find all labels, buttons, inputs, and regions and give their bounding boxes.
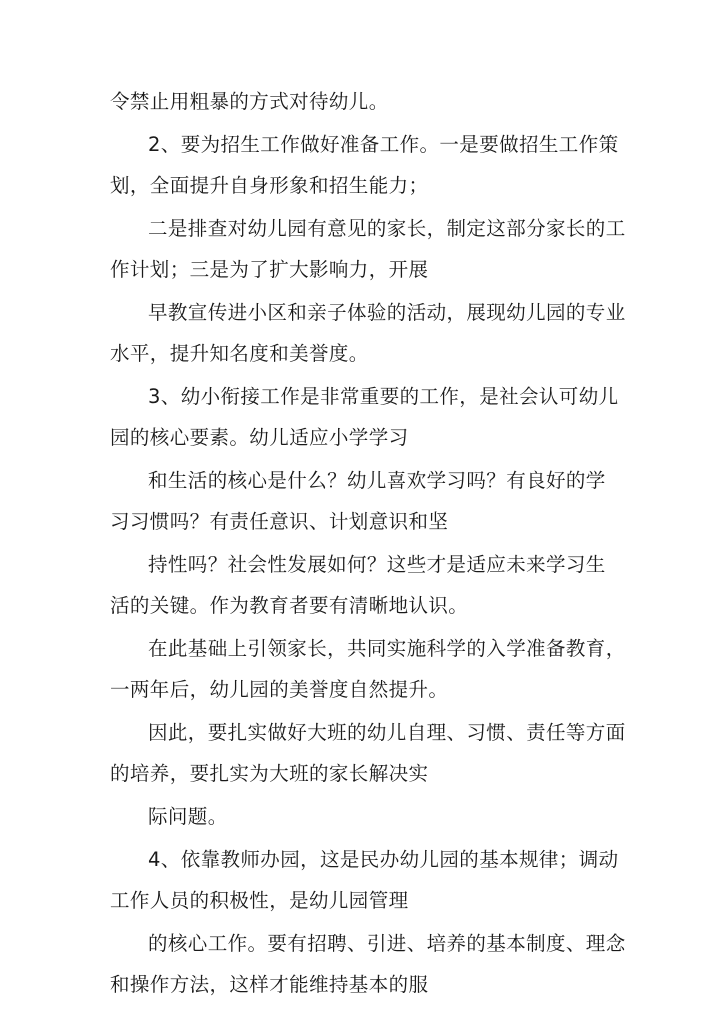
text-line: 持性吗？社会性发展如何？这些才是适应未来学习生 — [148, 553, 606, 576]
text-line: 早教宣传进小区和亲子体验的活动，展现幼儿园的专业 — [148, 301, 626, 324]
text-line: 令禁止用粗暴的方式对待幼儿。 — [110, 90, 389, 113]
text-line: 因此，要扎实做好大班的幼儿自理、习惯、责任等方面 — [148, 721, 626, 744]
text-line: 工作人员的积极性，是幼儿园管理 — [110, 889, 409, 912]
text-line: 活的关键。作为教育者要有清晰地认识。 — [110, 594, 469, 617]
text-line: 和生活的核心是什么？幼儿喜欢学习吗？有良好的学 — [148, 469, 606, 492]
text-line: 的培养，要扎实为大班的家长解决实 — [110, 762, 429, 785]
text-line: 2、要为招生工作做好准备工作。一是要做招生工作策 — [148, 133, 619, 156]
text-line: 园的核心要素。幼儿适应小学学习 — [110, 426, 409, 449]
text-line: 3、幼小衔接工作是非常重要的工作，是社会认可幼儿 — [148, 385, 619, 408]
text-line: 一两年后，幼儿园的美誉度自然提升。 — [110, 678, 449, 701]
text-line: 4、依靠教师办园，这是民办幼儿园的基本规律；调动 — [148, 848, 619, 871]
text-line: 的核心工作。要有招聘、引进、培养的基本制度、理念 — [148, 932, 626, 955]
text-line: 划，全面提升自身形象和招生能力； — [110, 174, 429, 197]
text-line: 和操作方法，这样才能维持基本的服 — [110, 973, 429, 996]
text-line: 习习惯吗？有责任意识、计划意识和坚 — [110, 510, 449, 533]
text-line: 在此基础上引领家长，共同实施科学的入学准备教育， — [148, 637, 626, 660]
text-line: 水平，提升知名度和美誉度。 — [110, 342, 369, 365]
text-line: 作计划；三是为了扩大影响力，开展 — [110, 258, 429, 281]
text-line: 二是排查对幼儿园有意见的家长，制定这部分家长的工 — [148, 217, 626, 240]
text-line: 际问题。 — [148, 805, 228, 828]
